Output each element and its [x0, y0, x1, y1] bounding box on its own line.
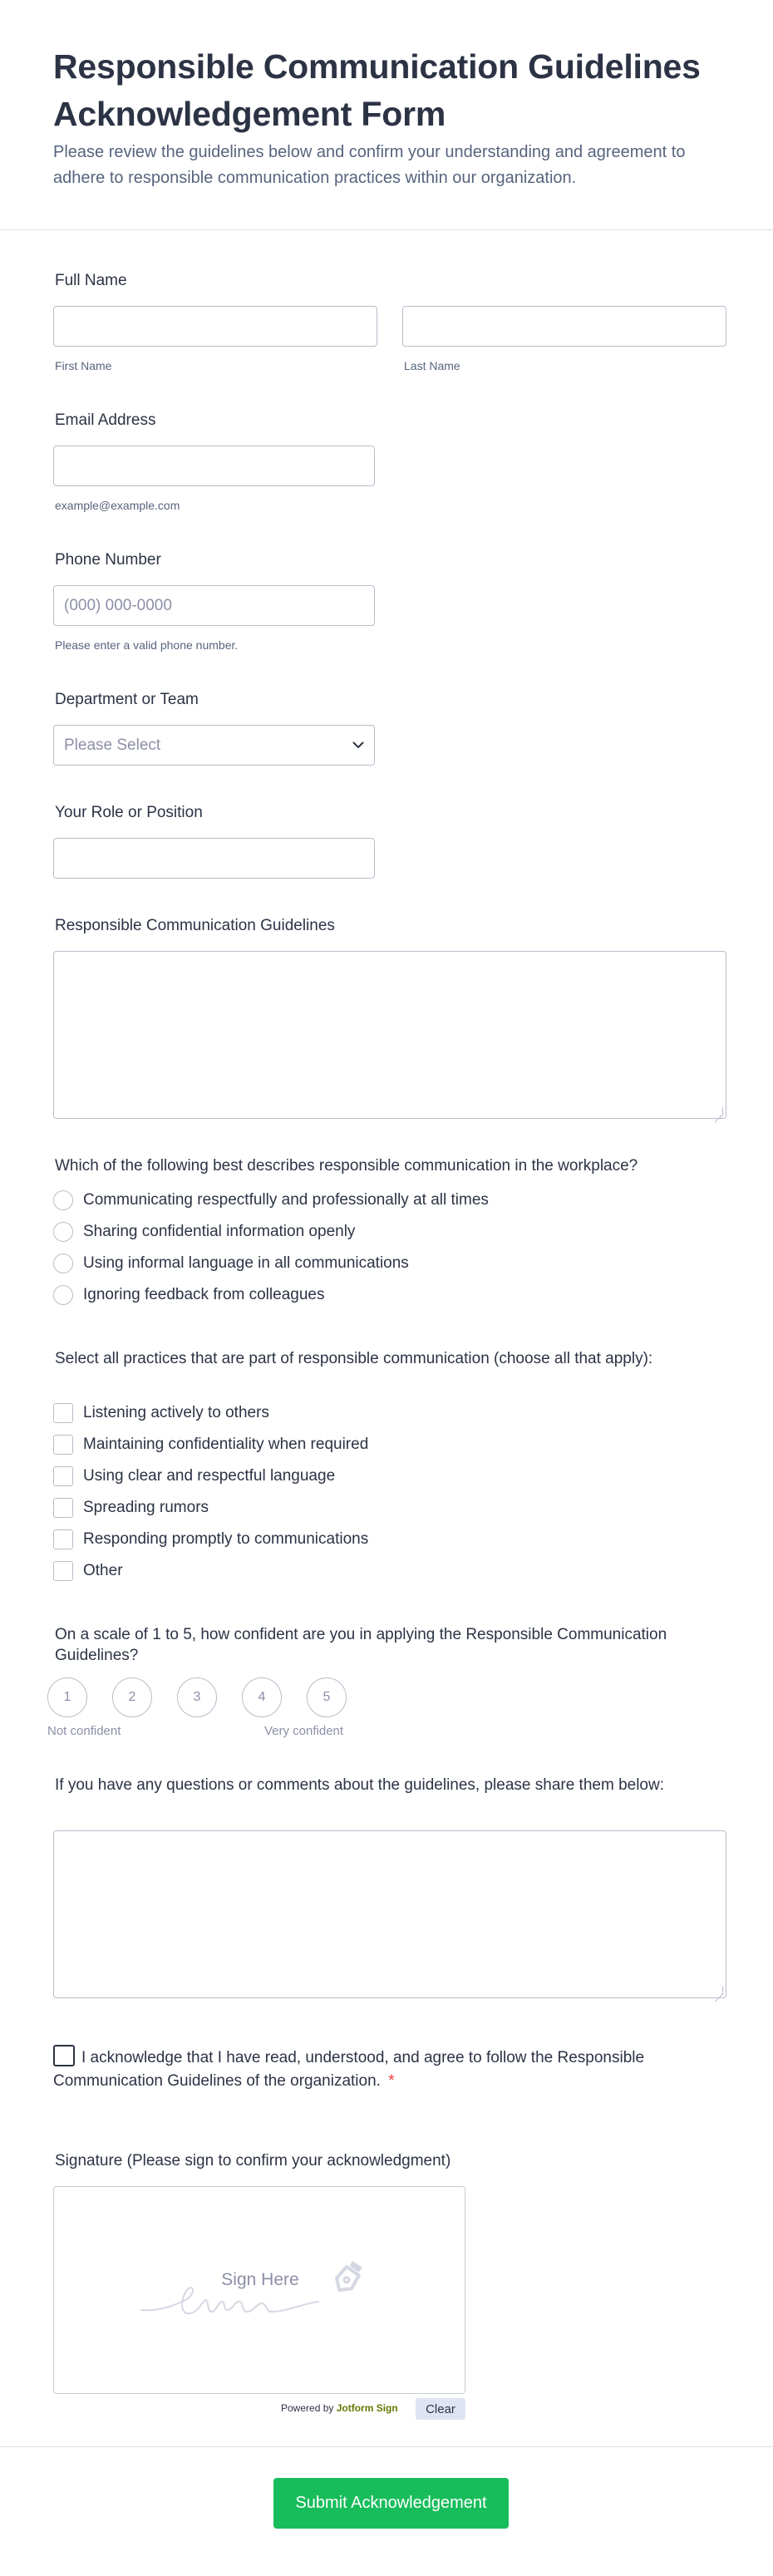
q-best-option[interactable] [53, 1190, 489, 1210]
guidelines-section [0, 915, 773, 936]
q-practices-option[interactable] [53, 1466, 335, 1486]
signature-placeholder: Sign Here [221, 2270, 299, 2289]
scale-option-2[interactable]: 2 [112, 1677, 152, 1717]
signature-label: Signature (Please sign to confirm your acknowledgment) [55, 2152, 451, 2170]
signature-pad[interactable] [53, 2186, 465, 2394]
department-select[interactable] [53, 725, 375, 766]
q-best-option[interactable] [53, 1254, 409, 1273]
phone-sublabel: Please enter a valid phone number. [55, 638, 239, 652]
q-practices-option[interactable] [53, 1529, 368, 1549]
signature-scribble-icon [54, 2187, 466, 2395]
scale-min-label: Not confident [47, 1724, 121, 1738]
q-best-section [0, 1155, 773, 1176]
q-best-option-label: Ignoring feedback from colleagues [83, 1286, 325, 1303]
q-practices-option-label: Responding promptly to communications [83, 1530, 369, 1548]
comments-label: If you have any questions or comments about the guidelines, please share them below: [55, 1776, 664, 1794]
role-section [0, 802, 773, 823]
role-input[interactable] [53, 838, 375, 879]
checkbox[interactable] [53, 1403, 73, 1423]
role-label: Your Role or Position [55, 804, 203, 821]
phone-input[interactable] [53, 585, 375, 626]
scale-option-4[interactable]: 4 [242, 1677, 282, 1717]
email-label: Email Address [55, 411, 156, 429]
first-name-input[interactable] [53, 306, 377, 347]
submit-button[interactable]: Submit Acknowledgement [273, 2478, 509, 2529]
guidelines-textarea[interactable] [53, 951, 726, 1119]
checkbox[interactable] [53, 1561, 73, 1581]
q-practices-option-label: Maintaining confidentiality when required [83, 1436, 369, 1453]
acknowledge-label: I acknowledge that I have read, understood, and agree to follow the Responsible Communication Guidelines of the organization. [53, 2049, 645, 2090]
acknowledge-checkbox[interactable] [53, 2045, 75, 2066]
q-scale-label: On a scale of 1 to 5, how confident are you in applying the Responsible Communication Guidelines? [55, 1626, 667, 1664]
phone-section [0, 549, 773, 570]
resize-grip-icon[interactable] [715, 1987, 723, 1995]
checkbox[interactable] [53, 1466, 73, 1486]
q-practices-option-label: Spreading rumors [83, 1499, 209, 1516]
full-name-section [0, 270, 773, 291]
phone-label: Phone Number [55, 551, 161, 569]
checkbox[interactable] [53, 1435, 73, 1455]
scale-option-5[interactable]: 5 [307, 1677, 347, 1717]
chevron-down-icon [352, 741, 364, 749]
resize-grip-icon[interactable] [715, 1107, 723, 1116]
full-name-label: Full Name [55, 272, 127, 289]
department-section [0, 689, 773, 710]
q-practices-option-label: Other [83, 1562, 123, 1579]
q-practices-option[interactable] [53, 1561, 123, 1581]
q-best-option-label: Sharing confidential information openly [83, 1223, 356, 1240]
checkbox[interactable] [53, 1498, 73, 1518]
form-title: Responsible Communication Guidelines Acknowledgement Form [53, 47, 701, 133]
q-best-option-label: Communicating respectfully and professionally at all times [83, 1191, 489, 1209]
q-practices-option[interactable] [53, 1403, 269, 1423]
q-practices-option[interactable] [53, 1435, 368, 1455]
q-practices-option[interactable] [53, 1498, 209, 1518]
scale-max-label: Very confident [264, 1724, 344, 1738]
last-name-sublabel: Last Name [404, 359, 460, 372]
scale-option-1[interactable]: 1 [47, 1677, 87, 1717]
department-placeholder: Please Select [64, 736, 161, 754]
q-practices-label: Select all practices that are part of responsible communication (choose all that apply): [55, 1350, 653, 1367]
last-name-input[interactable] [402, 306, 726, 347]
radio-button[interactable] [53, 1190, 73, 1210]
form-subtitle: Please review the guidelines below and confirm your understanding and agreement to adhere to responsible communication practices within our organization. [53, 143, 686, 187]
q-best-option-label: Using informal language in all communications [83, 1254, 409, 1272]
signature-section [0, 2150, 773, 2171]
comments-textarea[interactable] [53, 1830, 726, 1998]
scale-option-3[interactable]: 3 [177, 1677, 217, 1717]
q-practices-option-label: Listening actively to others [83, 1404, 269, 1421]
jotform-sign-brand[interactable]: Jotform Sign [336, 2402, 398, 2414]
checkbox[interactable] [53, 1529, 73, 1549]
email-section [0, 410, 773, 431]
footer-divider [0, 2446, 773, 2447]
phone-placeholder: (000) 000-0000 [64, 596, 172, 614]
department-label: Department or Team [55, 691, 199, 708]
radio-button[interactable] [53, 1222, 73, 1242]
q-practices-option-label: Using clear and respectful language [83, 1467, 336, 1485]
form-header [0, 0, 773, 230]
acknowledge-section [0, 2045, 773, 2093]
radio-button[interactable] [53, 1285, 73, 1305]
email-sublabel: example@example.com [55, 499, 180, 512]
guidelines-label: Responsible Communication Guidelines [55, 917, 335, 934]
q-scale-section [0, 1624, 773, 1666]
comments-section [0, 1775, 773, 1795]
powered-by-text: Powered by [281, 2402, 334, 2414]
q-best-label: Which of the following best describes responsible communication in the workplace? [55, 1157, 638, 1175]
q-practices-section [0, 1348, 773, 1369]
q-best-option[interactable] [53, 1285, 324, 1305]
q-best-option[interactable] [53, 1222, 355, 1242]
first-name-sublabel: First Name [55, 359, 112, 372]
powered-by-line [281, 2402, 398, 2414]
required-mark: * [388, 2072, 395, 2090]
clear-signature-button[interactable]: Clear [416, 2398, 465, 2420]
radio-button[interactable] [53, 1254, 73, 1273]
email-input[interactable] [53, 446, 375, 486]
